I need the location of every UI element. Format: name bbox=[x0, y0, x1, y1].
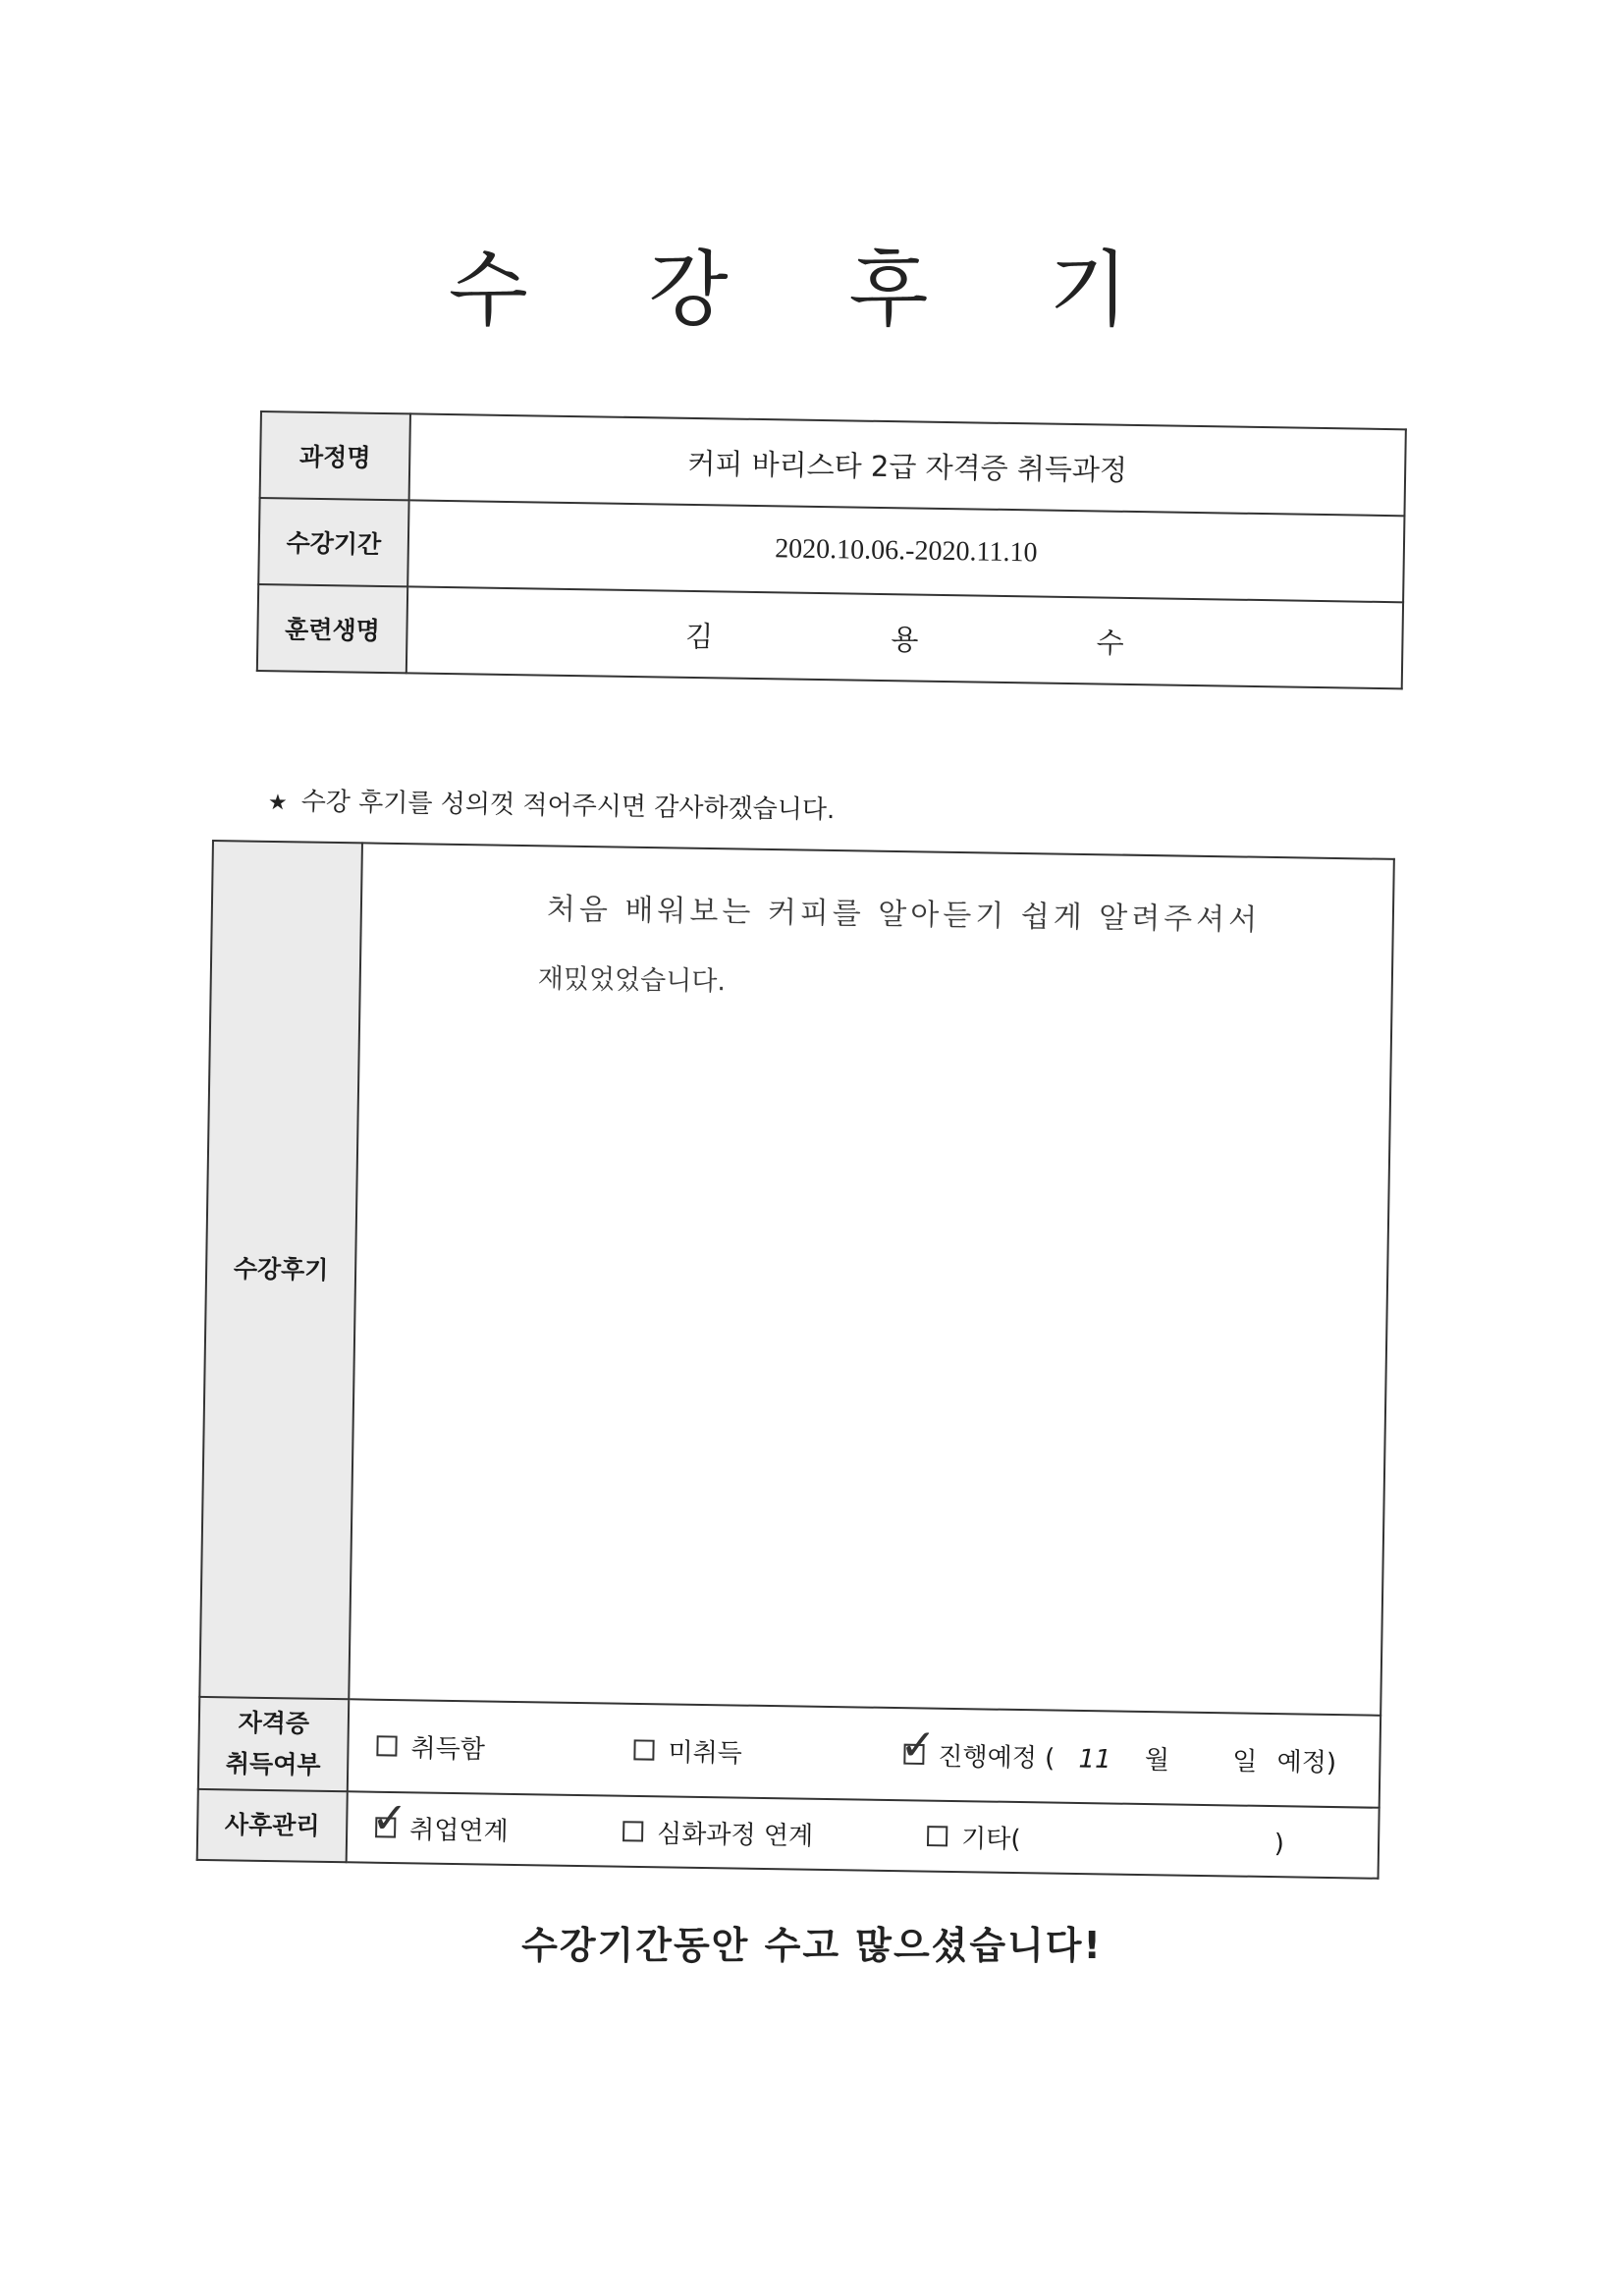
name-char: 김 bbox=[684, 619, 714, 653]
option-acquired[interactable]: 취득함 bbox=[376, 1727, 485, 1766]
checkbox-icon[interactable] bbox=[633, 1739, 654, 1760]
review-row bbox=[199, 841, 1394, 1716]
period-value: 2020.10.06.-2020.11.10 bbox=[407, 500, 1404, 602]
review-line: 처음 배워보는 커피를 알아듣기 쉽게 알려주셔서 bbox=[546, 892, 1262, 938]
closing-message: 수강기간동안 수고 많으셨습니다! bbox=[521, 1924, 1103, 1967]
day-label: 일 bbox=[1232, 1746, 1258, 1777]
certificate-options bbox=[348, 1699, 1380, 1807]
option-not-acquired[interactable]: 미취득 bbox=[633, 1731, 742, 1770]
checkmark-icon: ✓ bbox=[370, 1793, 408, 1844]
course-value: 커피 바리스타 2급 자격증 취득과정 bbox=[409, 413, 1406, 516]
course-info-table bbox=[256, 410, 1407, 689]
checkbox-icon[interactable] bbox=[623, 1821, 643, 1841]
checkbox-icon[interactable] bbox=[927, 1826, 947, 1846]
review-table bbox=[196, 840, 1395, 1880]
review-text-area bbox=[349, 843, 1394, 1715]
period-label: 수강기간 bbox=[258, 498, 408, 586]
aftercare-options bbox=[347, 1791, 1380, 1878]
certificate-label: 자격증 취득여부 bbox=[198, 1697, 349, 1791]
planned-label: 예정) bbox=[1276, 1747, 1337, 1778]
star-icon: ★ bbox=[267, 791, 288, 816]
option-job-link[interactable]: ✓ 취업연계 bbox=[370, 1793, 509, 1847]
option-other[interactable]: 기타( ) bbox=[927, 1818, 1284, 1860]
checkbox-icon[interactable] bbox=[376, 1735, 397, 1756]
review-line: 재밌었었습니다. bbox=[537, 963, 727, 998]
option-advanced-course[interactable]: 심화과정 연계 bbox=[623, 1813, 814, 1852]
instruction-note bbox=[268, 781, 836, 826]
name-label: 훈련생명 bbox=[257, 584, 407, 673]
month-label: 월 bbox=[1144, 1745, 1170, 1776]
close-paren: ) bbox=[1273, 1829, 1285, 1859]
course-label: 과정명 bbox=[260, 411, 410, 500]
name-row bbox=[257, 584, 1403, 688]
trainee-name-handwritten bbox=[406, 586, 1403, 688]
checkbox-icon[interactable] bbox=[370, 1793, 408, 1844]
checkbox-icon[interactable] bbox=[899, 1720, 937, 1772]
checkmark-icon: ✓ bbox=[899, 1720, 937, 1772]
instruction-text: 수강 후기를 성의껏 적어주시면 감사하겠습니다. bbox=[300, 787, 836, 826]
review-label: 수강후기 bbox=[199, 841, 362, 1699]
month-value-handwritten: 11 bbox=[1078, 1744, 1111, 1775]
name-char: 수 bbox=[1096, 625, 1124, 660]
option-in-progress[interactable]: ✓ 진행예정 ( 11 월 일 예정) bbox=[899, 1720, 1337, 1778]
name-char: 용 bbox=[891, 622, 919, 657]
page-title: 수 강 후 기 bbox=[448, 242, 1176, 338]
aftercare-label: 사후관리 bbox=[197, 1789, 348, 1862]
